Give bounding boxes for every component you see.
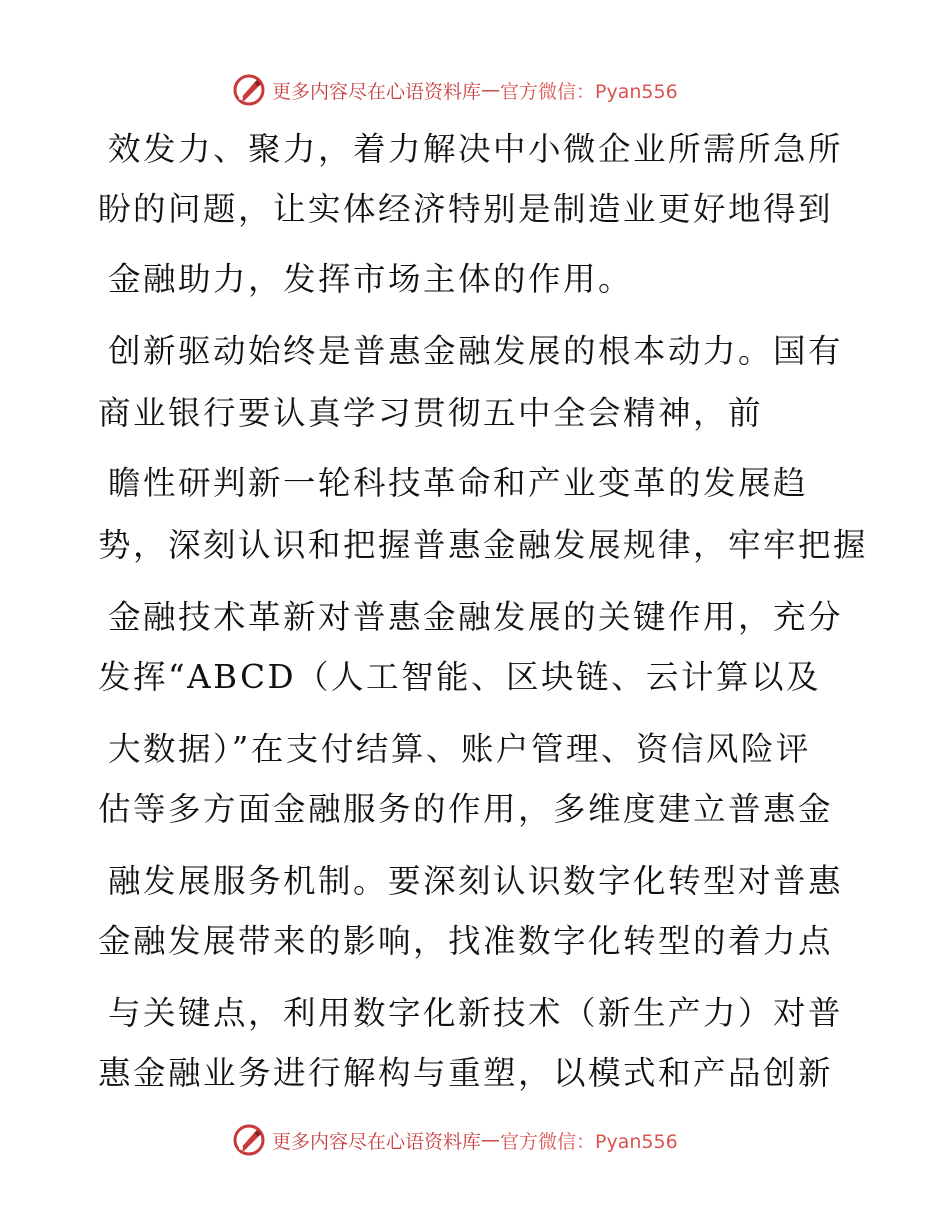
body-line: 金融发展带来的影响，找准数字化转型的着力点 — [98, 922, 834, 960]
watermark-site-text: 更多内容尽在心语资料库 — [272, 80, 482, 103]
body-line: 势，深刻认识和把握普惠金融发展规律，牢牢把握 — [98, 526, 869, 564]
footer-watermark — [232, 1121, 678, 1159]
body-line: 盼的问题，让实体经济特别是制造业更好地得到 — [98, 190, 834, 228]
watermark-wechat-text: 官方微信：Pyan556 — [500, 80, 678, 103]
pen-logo-icon — [232, 1123, 266, 1157]
pen-logo-icon — [232, 73, 266, 107]
header-watermark — [232, 71, 678, 109]
body-line: 效发力、聚力，着力解决中小微企业所需所急所 — [108, 130, 844, 168]
watermark-site-text: 更多内容尽在心语资料库 — [272, 1130, 482, 1153]
body-line: 金融助力，发挥市场主体的作用。 — [108, 260, 634, 298]
body-line: 融发展服务机制。要深刻认识数字化转型对普惠 — [108, 862, 844, 900]
body-line: 商业银行要认真学习贯彻五中全会精神，前 — [98, 394, 764, 432]
body-line: 瞻性研判新一轮科技革命和产业变革的发展趋 — [108, 464, 809, 502]
body-line: 惠金融业务进行解构与重塑，以模式和产品创新 — [98, 1054, 834, 1092]
body-line: 与关键点，利用数字化新技术（新生产力）对普 — [108, 994, 844, 1032]
body-line: 大数据）”在支付结算、账户管理、资信风险评 — [108, 730, 811, 768]
body-line: 发挥“ABCD（人工智能、区块链、云计算以及 — [98, 658, 821, 696]
watermark-separator: — — [481, 1129, 501, 1151]
body-line: 估等多方面金融服务的作用，多维度建立普惠金 — [98, 790, 834, 828]
watermark-separator: — — [481, 79, 501, 101]
body-line: 金融技术革新对普惠金融发展的关键作用，充分 — [108, 598, 844, 636]
body-line: 创新驱动始终是普惠金融发展的根本动力。国有 — [108, 332, 844, 370]
watermark-wechat-text: 官方微信：Pyan556 — [500, 1130, 678, 1153]
